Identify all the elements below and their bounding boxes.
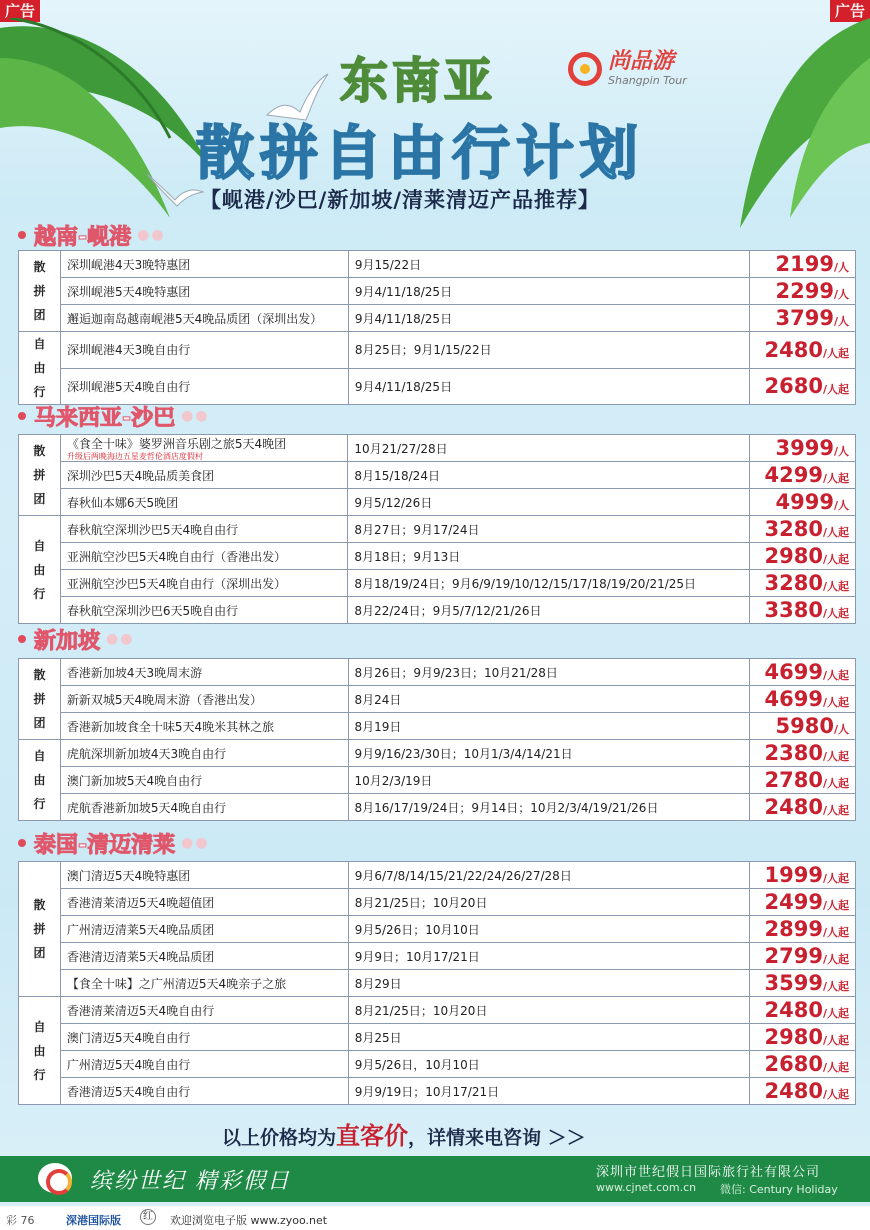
product-name: 香港清莱清迈5天4晚自由行 xyxy=(66,1003,215,1018)
price-unit: /人起 xyxy=(822,580,849,593)
price-value: 2480 xyxy=(764,998,823,1022)
price-value: 2980 xyxy=(764,544,823,568)
product-name: 虎航香港新加坡5天4晚自由行 xyxy=(66,800,227,815)
price-unit: /人 xyxy=(833,315,849,328)
price-value: 2980 xyxy=(764,1025,823,1049)
departure-dates: 9月9/16/23/30日；10月1/3/4/14/21日 xyxy=(348,740,750,767)
departure-dates: 8月19日 xyxy=(348,713,750,740)
price-unit: /人起 xyxy=(822,1061,849,1074)
price-unit: /人起 xyxy=(822,750,849,763)
table-row xyxy=(19,489,856,516)
price-unit: /人起 xyxy=(822,899,849,912)
product-name: 虎航深圳新加坡4天3晚自由行 xyxy=(66,746,227,761)
price-value: 2499 xyxy=(764,890,823,914)
table-row xyxy=(19,1078,856,1105)
table-row xyxy=(19,570,856,597)
product-name-cell xyxy=(60,943,348,970)
product-name: 广州清迈5天4晚自由行 xyxy=(66,1057,191,1072)
price-value: 2899 xyxy=(764,917,823,941)
product-name-cell xyxy=(60,970,348,997)
category-label: 散 拼 团 xyxy=(19,862,61,997)
table-row xyxy=(19,862,856,889)
price-cell xyxy=(750,543,856,570)
price-value: 3280 xyxy=(764,571,823,595)
product-name-cell xyxy=(60,889,348,916)
company-website[interactable]: www.cjnet.com.cn xyxy=(596,1181,697,1194)
departure-dates: 9月9/19日；10月17/21日 xyxy=(348,1078,749,1105)
price-value: 3799 xyxy=(775,306,834,330)
section-title: 泰国-清迈清莱 xyxy=(34,832,176,858)
product-name: 春秋仙本娜6天5晚团 xyxy=(66,495,179,510)
product-name-cell xyxy=(60,1051,348,1078)
category-label: 自 由 行 xyxy=(19,516,61,624)
price-value: 2480 xyxy=(764,1079,823,1103)
price-cell xyxy=(750,597,856,624)
product-name-cell xyxy=(60,916,348,943)
product-name-cell xyxy=(60,1024,348,1051)
e-edition-link[interactable]: 欢迎浏览电子版 www.zyoo.net xyxy=(170,1214,328,1227)
price-cell xyxy=(750,659,856,686)
price-unit: /人起 xyxy=(822,1088,849,1101)
departure-dates: 10月2/3/19日 xyxy=(348,767,750,794)
product-name-cell xyxy=(60,997,348,1024)
price-cell xyxy=(750,997,856,1024)
brand-logo-icon xyxy=(568,52,602,86)
price-value: 2380 xyxy=(764,741,823,765)
page-info-bar xyxy=(0,1206,870,1230)
product-name: 春秋航空深圳沙巴6天5晚自由行 xyxy=(66,603,239,618)
brand-logo xyxy=(568,50,687,87)
product-name-cell xyxy=(60,767,348,794)
departure-dates: 8月21/25日；10月20日 xyxy=(348,997,749,1024)
price-value: 3599 xyxy=(764,971,823,995)
product-name: 【食全十味】之广州清迈5天4晚亲子之旅 xyxy=(66,976,287,991)
product-name: 邂逅迦南岛越南岘港5天4晚品质团（深圳出发） xyxy=(66,311,323,326)
table-row xyxy=(19,659,856,686)
decoration-dots-icon: ●● xyxy=(181,408,210,424)
company-logo-icon xyxy=(38,1163,72,1193)
decoration-dots-icon: ●● xyxy=(181,835,210,851)
ad-tag-right: 广告 xyxy=(830,0,870,22)
price-note-post: ，详情来电咨询 ＞＞ xyxy=(408,1127,586,1149)
price-unit: /人 xyxy=(833,261,849,274)
price-cell xyxy=(750,1078,856,1105)
section-title: 马来西亚-沙巴 xyxy=(34,405,176,431)
category-label: 散 拼 团 xyxy=(19,251,61,332)
header-title-plan: 散拼自由行计划 xyxy=(196,119,645,187)
price-cell xyxy=(750,740,856,767)
brand-name-cn: 尚品游 xyxy=(608,49,675,74)
product-name: 新新双城5天4晚周末游（香港出发） xyxy=(66,692,263,707)
price-cell xyxy=(750,368,856,405)
color-mark: 红 xyxy=(140,1209,156,1225)
product-name: 香港新加坡食全十味5天4晚米其林之旅 xyxy=(66,719,275,734)
price-cell xyxy=(750,489,856,516)
price-cell xyxy=(750,251,856,278)
departure-dates: 9月9日；10月17/21日 xyxy=(348,943,749,970)
bullet-icon xyxy=(18,412,26,420)
product-table xyxy=(18,250,856,405)
header-subtitle: 【岘港/沙巴/新加坡/清莱清迈产品推荐】 xyxy=(200,188,601,212)
company-wechat: 微信: Century Holiday xyxy=(720,1183,838,1196)
table-row xyxy=(19,278,856,305)
table-row xyxy=(19,686,856,713)
product-name-cell xyxy=(60,368,348,405)
price-unit: /人起 xyxy=(822,346,849,360)
price-value: 2680 xyxy=(764,374,823,399)
price-unit: /人起 xyxy=(822,669,849,682)
price-cell xyxy=(750,278,856,305)
product-name-cell xyxy=(60,740,348,767)
section-header xyxy=(18,222,166,248)
product-name-cell xyxy=(60,543,348,570)
price-value: 4299 xyxy=(764,463,823,487)
product-name: 《食全十味》婆罗洲音乐剧之旅5天4晚团 xyxy=(66,437,287,451)
product-name: 澳门新加坡5天4晚自由行 xyxy=(66,773,203,788)
price-cell xyxy=(750,570,856,597)
departure-dates: 8月24日 xyxy=(348,686,750,713)
price-value: 4699 xyxy=(764,687,823,711)
price-unit: /人起 xyxy=(822,553,849,566)
price-unit: /人 xyxy=(833,445,849,458)
product-name-cell xyxy=(60,462,348,489)
category-label: 散 拼 团 xyxy=(19,435,61,516)
product-name-cell xyxy=(60,435,348,462)
price-unit: /人起 xyxy=(822,1007,849,1020)
product-name-cell xyxy=(60,516,348,543)
table-row xyxy=(19,889,856,916)
price-cell xyxy=(750,435,856,462)
price-cell xyxy=(750,970,856,997)
table-row xyxy=(19,543,856,570)
table-row xyxy=(19,435,856,462)
table-row xyxy=(19,516,856,543)
price-cell xyxy=(750,686,856,713)
section-header xyxy=(18,403,210,429)
price-value: 5980 xyxy=(775,714,834,738)
edition-name: 深港国际版 xyxy=(66,1214,121,1227)
price-cell xyxy=(750,516,856,543)
departure-dates: 9月4/11/18/25日 xyxy=(348,368,749,405)
price-note-pre: 以上价格均为 xyxy=(222,1127,337,1149)
price-unit: /人起 xyxy=(822,872,849,885)
product-name-cell xyxy=(60,278,348,305)
bullet-icon xyxy=(18,635,26,643)
price-note-emphasis: 直客价 xyxy=(336,1122,409,1150)
table-row xyxy=(19,251,856,278)
product-name: 亚洲航空沙巴5天4晚自由行（香港出发） xyxy=(66,549,287,564)
category-label: 自 由 行 xyxy=(19,997,61,1105)
departure-dates: 8月26日；9月9/23日；10月21/28日 xyxy=(348,659,750,686)
price-unit: /人起 xyxy=(822,696,849,709)
product-name-cell xyxy=(60,251,348,278)
section-title: 新加坡 xyxy=(34,628,101,654)
category-label: 自 由 行 xyxy=(19,740,61,821)
product-name: 深圳岘港5天4晚自由行 xyxy=(66,379,191,394)
table-row xyxy=(19,597,856,624)
bullet-icon xyxy=(18,231,26,239)
footer-slogan: 缤纷世纪 精彩假日 xyxy=(90,1169,291,1194)
table-row xyxy=(19,943,856,970)
departure-dates: 10月21/27/28日 xyxy=(348,435,750,462)
product-name-cell xyxy=(60,597,348,624)
product-name-cell xyxy=(60,305,348,332)
ad-tag-left: 广告 xyxy=(0,0,40,22)
product-name: 春秋航空深圳沙巴5天4晚自由行 xyxy=(66,522,239,537)
price-unit: /人起 xyxy=(822,1034,849,1047)
product-name-cell xyxy=(60,659,348,686)
departure-dates: 8月27日；9月17/24日 xyxy=(348,516,750,543)
price-value: 1999 xyxy=(764,863,823,887)
table-row xyxy=(19,794,856,821)
header-title-region: 东南亚 xyxy=(340,53,497,109)
section-header xyxy=(18,830,210,856)
table-row xyxy=(19,916,856,943)
departure-dates: 9月15/22日 xyxy=(348,251,749,278)
product-name: 亚洲航空沙巴5天4晚自由行（深圳出发） xyxy=(66,576,287,591)
bullet-icon xyxy=(18,839,26,847)
price-value: 2199 xyxy=(775,252,834,276)
decoration-dots-icon: ●● xyxy=(106,631,135,647)
price-cell xyxy=(750,713,856,740)
product-name-cell xyxy=(60,332,348,369)
product-name: 深圳岘港4天3晚特惠团 xyxy=(66,257,191,272)
product-name: 香港新加坡4天3晚周末游 xyxy=(66,665,203,680)
departure-dates: 9月4/11/18/25日 xyxy=(348,305,749,332)
product-name: 广州清迈清莱5天4晚品质团 xyxy=(66,922,215,937)
price-cell xyxy=(750,943,856,970)
price-unit: /人起 xyxy=(822,607,849,620)
product-note: 升级后两晚海边五星麦哲伦酒店度假村 xyxy=(66,452,203,461)
price-cell xyxy=(750,1024,856,1051)
price-unit: /人起 xyxy=(822,383,849,397)
departure-dates: 9月5/26日；10月10日 xyxy=(348,916,749,943)
footer-banner xyxy=(0,1156,870,1202)
product-name-cell xyxy=(60,713,348,740)
table-row xyxy=(19,997,856,1024)
price-value: 3280 xyxy=(764,517,823,541)
price-value: 2480 xyxy=(764,795,823,819)
price-value: 4999 xyxy=(775,490,834,514)
section-title: 越南-岘港 xyxy=(34,224,132,250)
price-value: 2299 xyxy=(775,279,834,303)
section-header xyxy=(18,626,134,652)
price-note xyxy=(222,1116,586,1151)
departure-dates: 8月15/18/24日 xyxy=(348,462,750,489)
price-unit: /人 xyxy=(833,723,849,736)
product-name: 澳门清迈5天4晚特惠团 xyxy=(66,868,191,883)
price-cell xyxy=(750,794,856,821)
price-value: 2799 xyxy=(764,944,823,968)
product-name-cell xyxy=(60,686,348,713)
price-value: 3380 xyxy=(764,598,823,622)
product-table xyxy=(18,434,856,624)
price-cell xyxy=(750,305,856,332)
price-unit: /人 xyxy=(833,288,849,301)
table-row xyxy=(19,713,856,740)
table-row xyxy=(19,305,856,332)
product-name-cell xyxy=(60,794,348,821)
product-name: 深圳岘港5天4晚特惠团 xyxy=(66,284,191,299)
product-table xyxy=(18,658,856,821)
price-cell xyxy=(750,862,856,889)
brand-name-en: Shangpin Tour xyxy=(608,74,687,87)
departure-dates: 8月22/24日；9月5/7/12/21/26日 xyxy=(348,597,750,624)
product-name: 香港清迈清莱5天4晚品质团 xyxy=(66,949,215,964)
departure-dates: 8月25日；9月1/15/22日 xyxy=(348,332,749,369)
departure-dates: 9月5/26日，10月10日 xyxy=(348,1051,749,1078)
departure-dates: 8月18/19/24日；9月6/9/19/10/12/15/17/18/19/20/21/25日 xyxy=(348,570,750,597)
departure-dates: 8月29日 xyxy=(348,970,749,997)
company-name: 深圳市世纪假日国际旅行社有限公司 xyxy=(596,1165,821,1180)
price-cell xyxy=(750,889,856,916)
price-cell xyxy=(750,332,856,369)
table-row xyxy=(19,740,856,767)
departure-dates: 8月25日 xyxy=(348,1024,749,1051)
departure-dates: 8月18日；9月13日 xyxy=(348,543,750,570)
page-number: 彩 76 xyxy=(6,1214,35,1227)
table-row xyxy=(19,767,856,794)
product-name-cell xyxy=(60,489,348,516)
price-unit: /人起 xyxy=(822,953,849,966)
decoration-dots-icon: ●● xyxy=(137,227,166,243)
price-cell xyxy=(750,916,856,943)
category-label: 散 拼 团 xyxy=(19,659,61,740)
price-unit: /人 xyxy=(833,499,849,512)
table-row xyxy=(19,368,856,405)
departure-dates: 9月4/11/18/25日 xyxy=(348,278,749,305)
product-name: 香港清莱清迈5天4晚超值团 xyxy=(66,895,215,910)
product-name-cell xyxy=(60,570,348,597)
departure-dates: 9月6/7/8/14/15/21/22/24/26/27/28日 xyxy=(348,862,749,889)
product-name-cell xyxy=(60,1078,348,1105)
product-name: 香港清迈5天4晚自由行 xyxy=(66,1084,191,1099)
product-name: 深圳岘港4天3晚自由行 xyxy=(66,343,191,358)
price-cell xyxy=(750,767,856,794)
product-table xyxy=(18,861,856,1105)
product-name-cell xyxy=(60,862,348,889)
price-unit: /人起 xyxy=(822,926,849,939)
price-value: 2780 xyxy=(764,768,823,792)
table-row xyxy=(19,970,856,997)
table-row xyxy=(19,332,856,369)
price-value: 4699 xyxy=(764,660,823,684)
category-label: 自 由 行 xyxy=(19,332,61,405)
table-row xyxy=(19,1051,856,1078)
price-unit: /人起 xyxy=(822,526,849,539)
price-value: 2680 xyxy=(764,1052,823,1076)
product-name: 深圳沙巴5天4晚品质美食团 xyxy=(66,468,215,483)
price-cell xyxy=(750,462,856,489)
departure-dates: 9月5/12/26日 xyxy=(348,489,750,516)
table-row xyxy=(19,462,856,489)
palm-leaf-right-icon xyxy=(700,18,870,238)
price-unit: /人起 xyxy=(822,472,849,485)
departure-dates: 8月21/25日；10月20日 xyxy=(348,889,749,916)
price-cell xyxy=(750,1051,856,1078)
price-value: 2480 xyxy=(764,337,823,362)
departure-dates: 8月16/17/19/24日；9月14日；10月2/3/4/19/21/26日 xyxy=(348,794,750,821)
price-unit: /人起 xyxy=(822,804,849,817)
price-unit: /人起 xyxy=(822,980,849,993)
price-unit: /人起 xyxy=(822,777,849,790)
table-row xyxy=(19,1024,856,1051)
product-name: 澳门清迈5天4晚自由行 xyxy=(66,1030,191,1045)
price-value: 3999 xyxy=(775,436,834,460)
